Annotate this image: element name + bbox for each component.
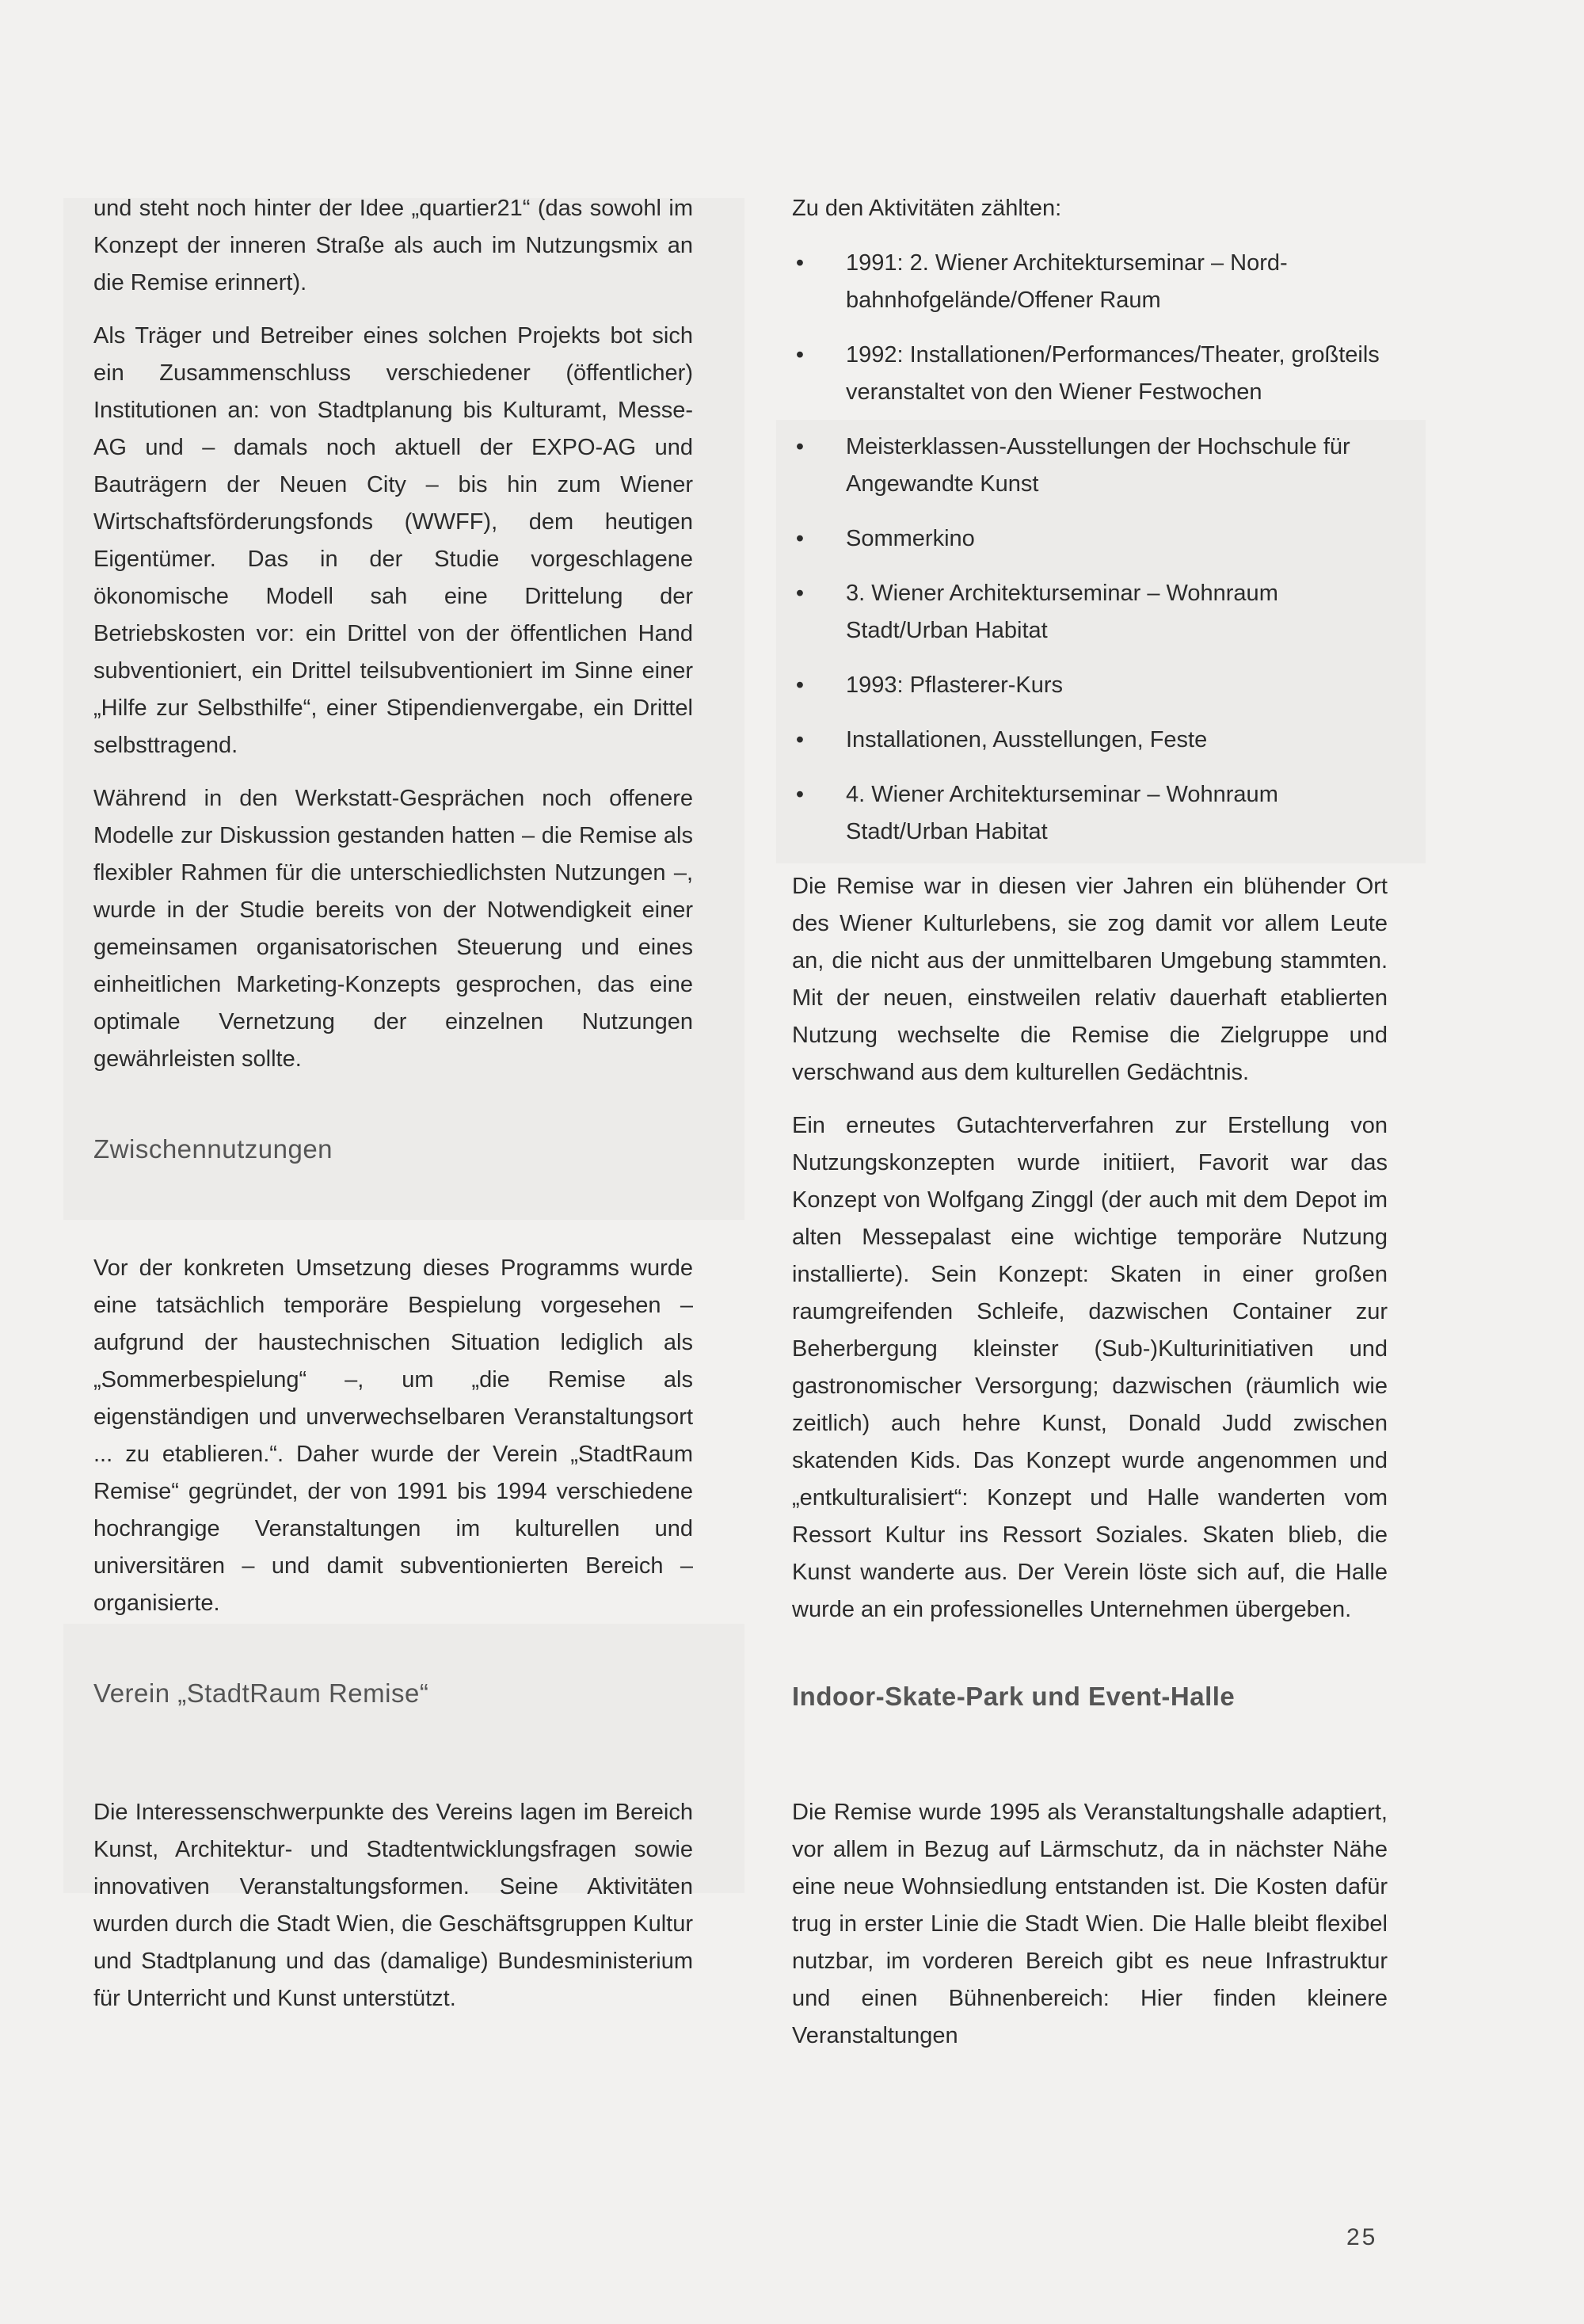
list-intro: Zu den Aktivitäten zählten: (792, 196, 1062, 221)
list-item (792, 337, 1388, 411)
list-item-text: 1993: Pflasterer-Kurs (846, 672, 1064, 698)
bullet-icon: • (795, 727, 805, 752)
bullet-icon: • (795, 672, 805, 698)
list-item-text: Meisterklassen-Ausstellungen der Hochschule für Angewandte Kunst (846, 434, 1350, 497)
bullet-icon: • (795, 342, 805, 368)
paragraph: Während in den Werkstatt-Gesprächen noch offenere Modelle zur Diskussion gestanden hatten – die Remise als flexibler Rahmen für die unterschiedlichsten Nutzungen –, wurde in der Studie bereits von der Notwendigkeit einer gemeinsamen organisatorischen Steuerung und eines einheitlichen Marketing-Konzepts gesprochen, das eine optimale Vernetzung der einzelnen Nutzungen gewährleisten sollte. (93, 786, 693, 1072)
page-number: 25 (1346, 2224, 1378, 2250)
paragraph: Vor der konkreten Umsetzung dieses Programms wurde eine tatsächlich temporäre Bespielung vorgesehen – aufgrund der haustechnischen Situation lediglich als „Sommerbespielung“ –, um „die Remise als eigenständigen und unverwechselbaren Veranstaltungsort ... zu etablieren.“. Daher wurde der Verein „StadtRaum Remise“ gegründet, der von 1991 bis 1994 verschiedene hochrangige Veranstaltungen im kulturellen und universitären – und damit subventionierten Bereich – organisierte. (93, 1255, 693, 1616)
list-item-text: Sommerkino (846, 526, 975, 551)
list-item (792, 776, 1388, 851)
list-item (792, 667, 1388, 704)
right-column (792, 190, 1388, 2071)
list-item (792, 575, 1388, 650)
left-column (93, 190, 693, 2033)
list-item (792, 722, 1388, 759)
bullet-icon: • (795, 434, 805, 459)
bullet-icon: • (795, 250, 805, 276)
paragraph: und steht noch hinter der Idee „quartier21“ (das sowohl im Konzept der inneren Straße als auch im Nutzungsmix an die Remise erinnert). (93, 196, 693, 295)
paragraph: Ein erneutes Gutachterverfahren zur Erstellung von Nutzungskonzepten wurde initiiert, Favorit war das Konzept von Wolfgang Zinggl (der auch mit dem Depot im alten Messepalast eine wichtige temporäre Nutzung installierte). Sein Konzept: Skaten in einer großen raumgreifenden Schleife, dazwischen Container zur Beherbergung kleinster (Sub-)Kulturinitiativen und gastronomischer Versorgung; dazwischen (räumlich wie zeitlich) auch hehre Kunst, Donald Judd zwischen skatenden Kids. Das Konzept wurde angenommen und „entkulturalisiert“: Konzept und Halle wanderten vom Ressort Kultur ins Ressort Soziales. Skaten blieb, die Kunst wanderte aus. Der Verein löste sich auf, die Halle wurde an ein professionelles Unternehmen übergeben. (792, 1113, 1388, 1622)
paragraph: Die Remise wurde 1995 als Veranstaltungshalle adaptiert, vor allem in Bezug auf Lärmschutz, da in nächster Nähe eine neue Wohnsiedlung entstanden ist. Die Kosten dafür trug in erster Linie die Stadt Wien. Die Halle bleibt flexibel nutzbar, im vorderen Bereich gibt es neue Infrastruktur und einen Bühnenbereich: Hier finden kleinere Veranstaltungen (792, 1800, 1388, 2048)
list-item (792, 429, 1388, 503)
paragraph: Als Träger und Betreiber eines solchen Projekts bot sich ein Zusammenschluss verschiedener (öffentlicher) Institutionen an: von Stadtplanung bis Kulturamt, Messe-AG und – damals noch aktuell der EXPO-AG und Bauträgern der Neuen City – bis hin zum Wiener Wirtschaftsförderungsfonds (WWFF), dem heutigen Eigentümer. Das in der Studie vorgeschlagene ökonomische Modell sah eine Drittelung der Betriebskosten vor: ein Drittel von der öffentlichen Hand subventioniert, ein Drittel teilsubventioniert im Sinne einer „Hilfe zur Selbsthilfe“, einer Stipendienvergabe, ein Drittel selbsttragend. (93, 323, 693, 758)
section-heading: Zwischennutzungen (93, 1134, 333, 1164)
bullet-icon: • (795, 782, 805, 807)
list-item (792, 245, 1388, 319)
list-item-text: 3. Wiener Architekturseminar – Wohnraum Stadt/Urban Habitat (846, 581, 1278, 643)
list-item (792, 520, 1388, 558)
activities-list (792, 245, 1388, 851)
list-item-text: 1991: 2. Wiener Architekturseminar – Nordbahnhofgelände/Offener Raum (846, 250, 1288, 313)
paragraph: Die Remise war in diesen vier Jahren ein blühender Ort des Wiener Kulturlebens, sie zog damit vor allem Leute an, die nicht aus der unmittelbaren Umgebung stammten. Mit der neuen, einstweilen relativ dauerhaft etablierten Nutzung wechselte die Remise die Zielgruppe und verschwand aus dem kulturellen Gedächtnis. (792, 874, 1388, 1085)
list-item-text: Installationen, Ausstellungen, Feste (846, 727, 1208, 752)
paragraph: Die Interessenschwerpunkte des Vereins lagen im Bereich Kunst, Architektur- und Stadtentwicklungsfragen sowie innovativen Veranstaltungsformen. Seine Aktivitäten wurden durch die Stadt Wien, die Geschäftsgruppen Kultur und Stadtplanung und das (damalige) Bundesministerium für Unterricht und Kunst unterstützt. (93, 1800, 693, 2011)
section-heading: Indoor-Skate-Park und Event-Halle (792, 1682, 1236, 1711)
list-item-text: 4. Wiener Architekturseminar – Wohnraum Stadt/Urban Habitat (846, 782, 1278, 844)
bullet-icon: • (795, 581, 805, 606)
section-heading: Verein „StadtRaum Remise“ (93, 1678, 429, 1708)
bullet-icon: • (795, 526, 805, 551)
list-item-text: 1992: Installationen/Performances/Theater, großteils veranstaltet von den Wiener Festwochen (846, 342, 1380, 405)
